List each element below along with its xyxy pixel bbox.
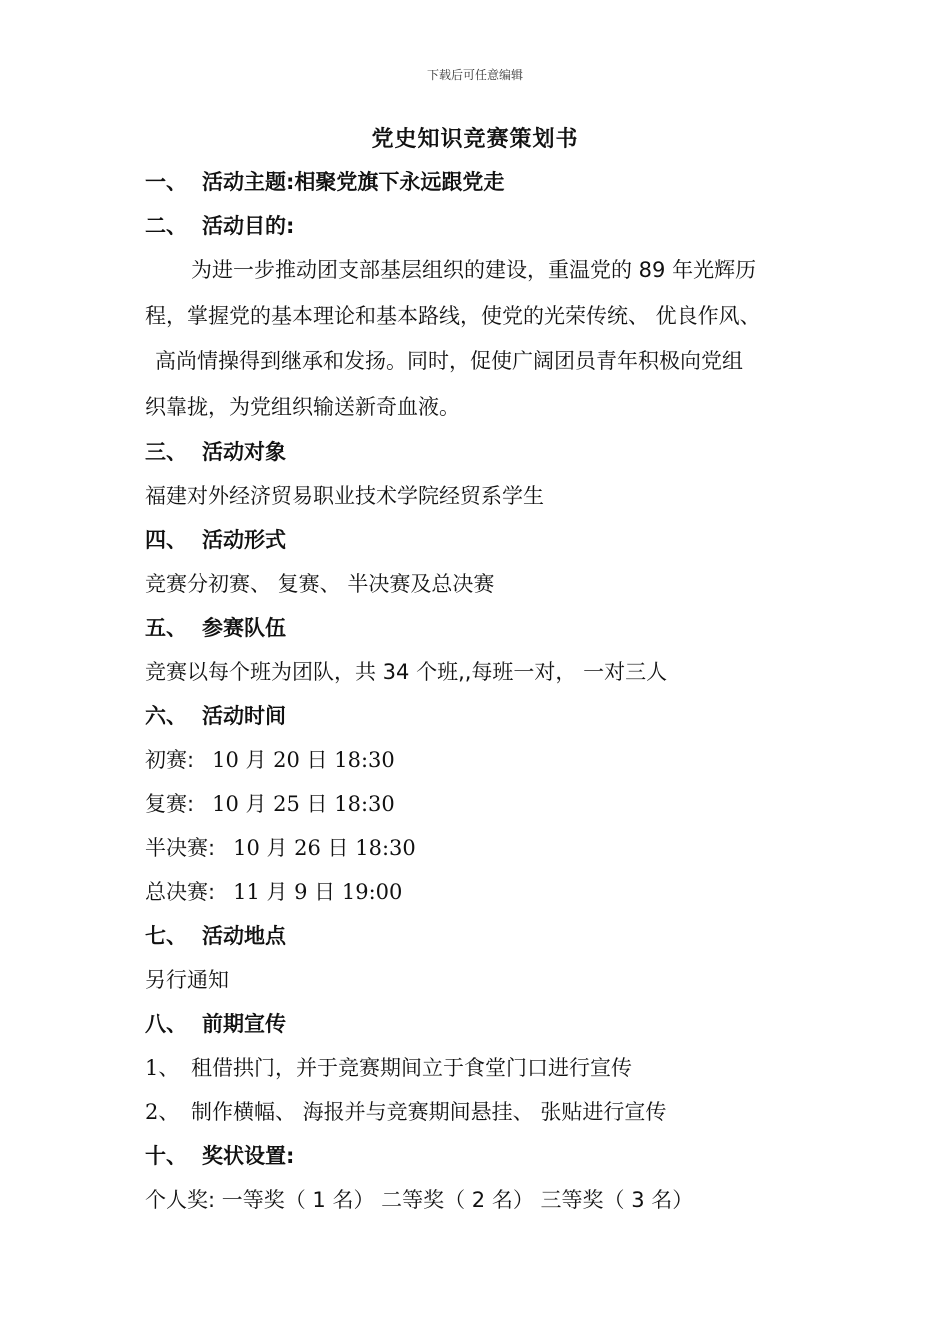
section-title: 活动地点: [202, 924, 286, 948]
paragraph-line: 高尚情操得到继承和发扬。同时，促使广阔团员青年积极向党组: [155, 349, 743, 373]
list-item-text: 租借拱门，并于竞赛期间立于食堂门口进行宣传: [191, 1056, 632, 1080]
list-item: [145, 1046, 835, 1090]
section-number: 六、: [145, 704, 187, 728]
section-heading-2: [145, 204, 835, 248]
list-item: [145, 1090, 835, 1134]
document-body: [145, 160, 835, 1222]
section-text: 竞赛分初赛、 复赛、 半决赛及总决赛: [145, 572, 495, 596]
section-heading-1: [145, 160, 835, 204]
section-number: 三、: [145, 440, 187, 464]
schedule-time: 11 月 9 日 19:00: [233, 880, 403, 904]
section-heading-8: [145, 1002, 835, 1046]
section-heading-4: [145, 518, 835, 562]
section-title: 活动目的:: [202, 214, 295, 238]
section-title: 前期宣传: [202, 1012, 286, 1036]
list-item-number: 1、: [145, 1056, 180, 1080]
section-number: 二、: [145, 214, 187, 238]
section-number: 七、: [145, 924, 187, 948]
page-header-note: 下载后可任意编辑: [426, 68, 523, 82]
section-heading-6: [145, 694, 835, 738]
schedule-time: 10 月 25 日 18:30: [212, 792, 395, 816]
schedule-label: 初赛:: [145, 748, 195, 772]
schedule-time: 10 月 20 日 18:30: [212, 748, 395, 772]
section-number: 四、: [145, 528, 187, 552]
section-text: 个人奖: 一等奖（ 1 名） 二等奖（ 2 名） 三等奖（ 3 名）: [145, 1188, 694, 1212]
section-number: 八、: [145, 1012, 187, 1036]
purpose-paragraph: [145, 248, 835, 430]
paragraph-line: 为进一步推动团支部基层组织的建设，重温党的 89 年光辉历: [191, 258, 757, 282]
document-title: 党史知识竞赛策划书: [371, 127, 579, 152]
schedule-row: [145, 738, 835, 782]
schedule-label: 总决赛:: [145, 880, 216, 904]
schedule-label: 复赛:: [145, 792, 195, 816]
section-title: 活动对象: [202, 440, 286, 464]
section-title: 奖状设置:: [202, 1144, 295, 1168]
section-number: 五、: [145, 616, 187, 640]
section-heading-10: [145, 1134, 835, 1178]
section-heading-3: [145, 430, 835, 474]
section-title: 活动形式: [202, 528, 286, 552]
list-item-text: 制作横幅、 海报并与竞赛期间悬挂、 张贴进行宣传: [191, 1100, 667, 1124]
section-title: 活动主题:相聚党旗下永远跟党走: [202, 170, 505, 194]
section-text: 竞赛以每个班为团队，共 34 个班,,每班一对， 一对三人: [145, 660, 668, 684]
schedule-row: [145, 782, 835, 826]
paragraph-line: 程，掌握党的基本理论和基本路线，使党的光荣传统、 优良作风、: [145, 303, 761, 328]
section-heading-5: [145, 606, 835, 650]
schedule-row: [145, 870, 835, 914]
schedule-time: 10 月 26 日 18:30: [233, 836, 416, 860]
section-text: 另行通知: [145, 968, 229, 992]
section-title: 活动时间: [202, 704, 286, 728]
section-number: 一、: [145, 170, 187, 194]
section-number: 十、: [145, 1144, 187, 1168]
paragraph-line: 织靠拢，为党组织输送新奇血液。: [145, 394, 460, 419]
section-text: 福建对外经济贸易职业技术学院经贸系学生: [145, 484, 544, 508]
schedule-label: 半决赛:: [145, 836, 216, 860]
schedule-row: [145, 826, 835, 870]
section-heading-7: [145, 914, 835, 958]
section-title: 参赛队伍: [202, 616, 286, 640]
schedule-list: [145, 738, 835, 914]
list-item-number: 2、: [145, 1100, 180, 1124]
